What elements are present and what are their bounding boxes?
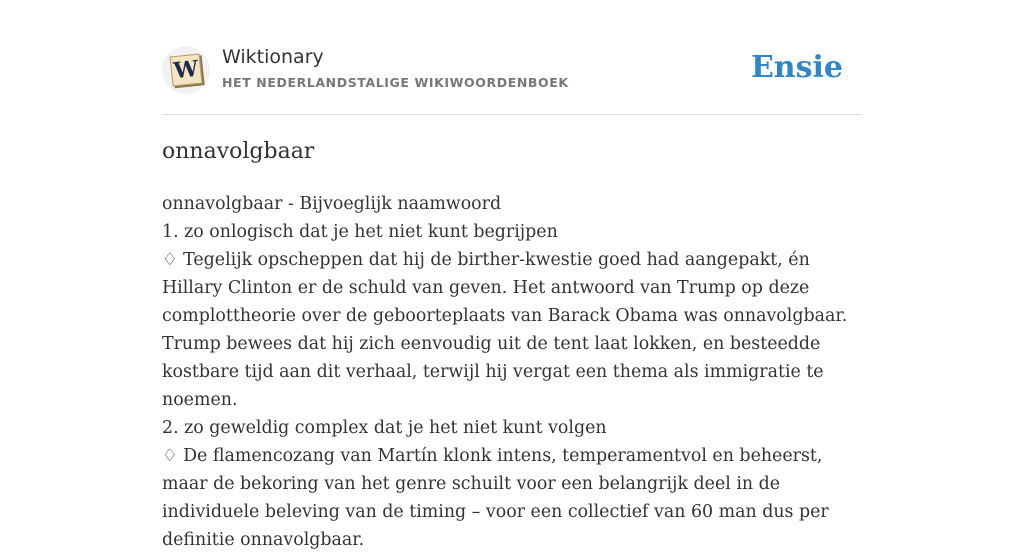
site-header — [162, 44, 862, 115]
logo-tile: W — [170, 54, 203, 87]
site-title[interactable]: Wiktionary — [222, 46, 324, 68]
definition-content — [162, 190, 862, 554]
wiktionary-logo-icon[interactable] — [162, 46, 210, 94]
site-subtitle: HET NEDERLANDSTALIGE WIKIWOORDENBOEK — [222, 75, 569, 90]
ensie-brand-link[interactable]: Ensie — [750, 50, 843, 85]
definition-2: 2. zo geweldig complex dat je het niet kunt volgen — [162, 418, 607, 438]
example-1: ♢ Tegelijk opscheppen dat hij de birther-kwestie goed had aangepakt, én Hillary Clinton er de schuld van geven. Het antwoord van Trump op deze complottheorie over de geboorteplaats van Barack Obama was onnavolgbaar. Trump bewees dat hij zich eenvoudig uit de tent laat lokken, en besteedde kostbare tijd aan dit verhaal, terwijl hij vergat een thema als immigratie te noemen. — [162, 250, 848, 410]
word-class-line: onnavolgbaar - Bijvoeglijk naamwoord — [162, 194, 502, 214]
example-2: ♢ De flamencozang van Martín klonk intens, temperamentvol en beheerst, maar de bekoring van het genre schuilt voor een belangrijk deel in de individuele beleving van de timing – voor een collectief van 60 man dus per definitie onnavolgbaar. — [162, 446, 829, 550]
page-title: onnavolgbaar — [162, 139, 315, 164]
definition-1: 1. zo onlogisch dat je het niet kunt begrijpen — [162, 222, 558, 242]
